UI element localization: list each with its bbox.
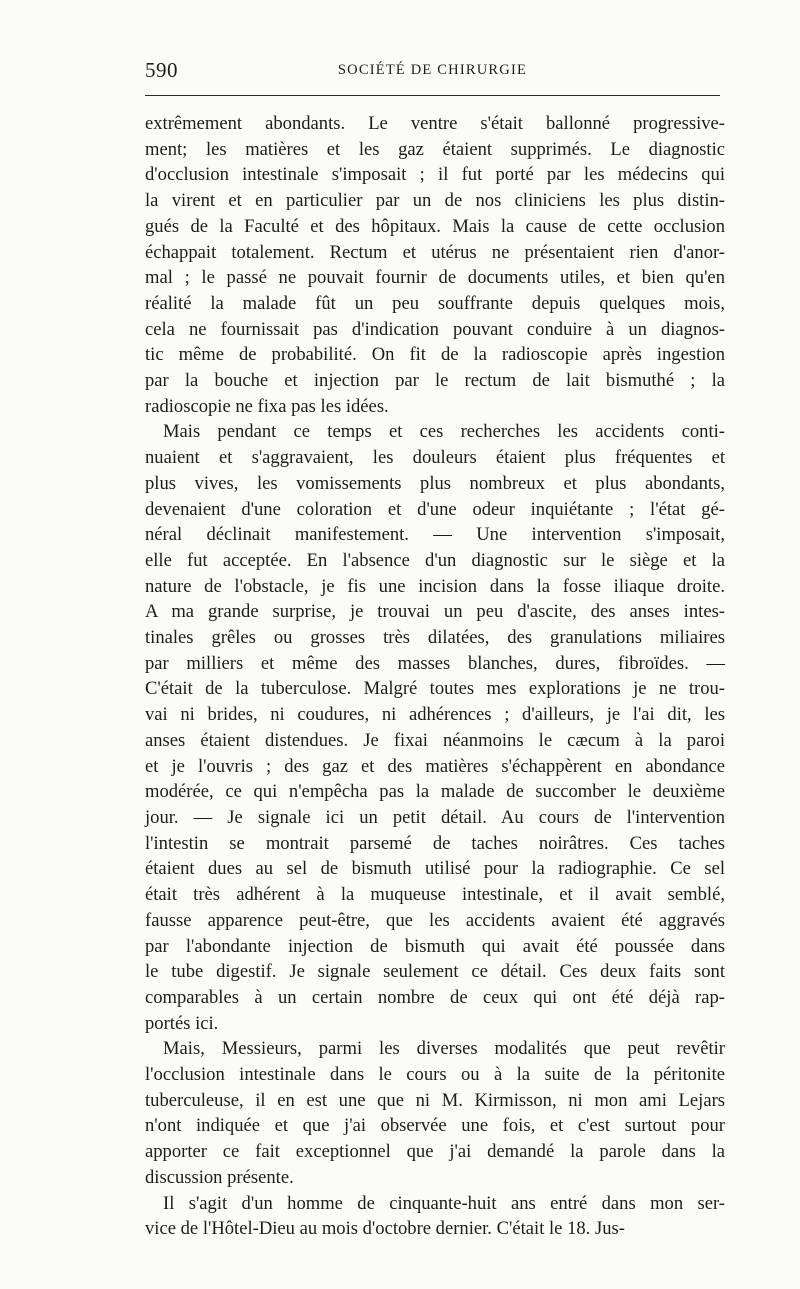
- text-line: n'ont indiquée et que j'ai observée une fois, et c'est surtout pour: [145, 1115, 725, 1137]
- text-line: par milliers et même des masses blanches, dures, fibroïdes. —: [145, 652, 725, 674]
- text-line: ment; les matières et les gaz étaient supprimés. Le diagnostic: [145, 138, 725, 160]
- text-line: le tube digestif. Je signale seulement ce détail. Ces deux faits sont: [145, 961, 725, 983]
- text-line: apporter ce fait exceptionnel que j'ai demandé la parole dans la: [145, 1141, 725, 1163]
- text-line: elle fut acceptée. En l'absence d'un diagnostic sur le siège et la: [145, 549, 725, 571]
- text-line: étaient dues au sel de bismuth utilisé pour la radiographie. Ce sel: [145, 858, 725, 880]
- text-line: vai ni brides, ni coudures, ni adhérences ; d'ailleurs, je l'ai dit, les: [145, 704, 725, 726]
- text-line: portés ici.: [145, 1012, 219, 1034]
- text-line: mal ; le passé ne pouvait fournir de documents utiles, et bien qu'en: [145, 267, 725, 289]
- text-line: échappait totalement. Rectum et utérus ne présentaient rien d'anor-: [145, 241, 725, 263]
- text-line: jour. — Je signale ici un petit détail. Au cours de l'intervention: [145, 806, 725, 828]
- text-line: réalité la malade fût un peu souffrante depuis quelques mois,: [145, 292, 725, 314]
- text-line: d'occlusion intestinale s'imposait ; il fut porté par les médecins qui: [145, 164, 725, 186]
- text-line: comparables à un certain nombre de ceux qui ont été déjà rap-: [145, 986, 725, 1008]
- header-rule: [145, 95, 720, 96]
- paragraph: [145, 1036, 725, 1190]
- text-line: modérée, ce qui n'empêcha pas la malade de succomber le deuxième: [145, 781, 725, 803]
- text-line: gués de la Faculté et des hôpitaux. Mais la cause de cette occlusion: [145, 215, 725, 237]
- text-line: extrêmement abondants. Le ventre s'était ballonné progressive-: [145, 113, 725, 134]
- text-line: Mais pendant ce temps et ces recherches les accidents conti-: [163, 421, 725, 443]
- text-line: C'était de la tuberculose. Malgré toutes mes explorations je ne trou-: [145, 678, 725, 700]
- paragraph: [145, 1191, 725, 1242]
- text-line: fausse apparence peut-être, que les accidents avaient été aggravés: [145, 909, 725, 931]
- text-line: vice de l'Hôtel-Dieu au mois d'octobre dernier. C'était le 18. Jus-: [145, 1218, 625, 1240]
- text-line: plus vives, les vomissements plus nombreux et plus abondants,: [145, 472, 725, 494]
- text-line: Il s'agit d'un homme de cinquante-huit ans entré dans mon ser-: [163, 1192, 725, 1214]
- text-line: tic même de probabilité. On fit de la radioscopie après ingestion: [145, 344, 725, 366]
- body-text: [145, 111, 725, 1242]
- text-line: devenaient d'une coloration et d'une odeur inquiétante ; l'état gé-: [145, 498, 725, 520]
- text-line: l'intestin se montrait parsemé de taches noirâtres. Ces taches: [145, 832, 725, 854]
- paragraph: [145, 111, 725, 419]
- running-head: SOCIÉTÉ DE CHIRURGIE: [337, 62, 528, 78]
- paragraph: [145, 419, 725, 1036]
- text-line: tinales grêles ou grosses très dilatées, des granulations miliaires: [145, 627, 725, 649]
- text-line: nature de l'obstacle, je fis une incision dans la fosse iliaque droite.: [145, 575, 725, 597]
- text-line: par l'abondante injection de bismuth qui avait été poussée dans: [145, 935, 725, 957]
- text-line: radioscopie ne fixa pas les idées.: [145, 395, 389, 417]
- text-line: discussion présente.: [145, 1166, 294, 1188]
- text-line: par la bouche et injection par le rectum de lait bismuthé ; la: [145, 370, 725, 392]
- text-line: néral déclinait manifestement. — Une intervention s'imposait,: [145, 524, 725, 546]
- text-line: était très adhérent à la muqueuse intestinale, et il avait semblé,: [145, 884, 725, 906]
- page-number: 590: [145, 58, 178, 82]
- text-line: cela ne fournissait pas d'indication pouvant conduire à un diagnos-: [145, 318, 725, 340]
- text-line: l'occlusion intestinale dans le cours ou à la suite de la péritonite: [145, 1064, 725, 1086]
- page-header: [145, 58, 720, 84]
- text-line: et je l'ouvris ; des gaz et des matières s'échappèrent en abondance: [145, 755, 725, 777]
- text-line: tuberculeuse, il en est une que ni M. Kirmisson, ni mon ami Lejars: [145, 1089, 725, 1111]
- text-line: anses étaient distendues. Je fixai néanmoins le cæcum à la paroi: [145, 729, 725, 751]
- text-line: Mais, Messieurs, parmi les diverses modalités que peut revêtir: [163, 1038, 725, 1060]
- text-line: A ma grande surprise, je trouvai un peu d'ascite, des anses intes-: [145, 601, 725, 623]
- text-line: nuaient et s'aggravaient, les douleurs étaient plus fréquentes et: [145, 447, 725, 469]
- text-line: la virent et en particulier par un de nos cliniciens les plus distin-: [145, 190, 725, 212]
